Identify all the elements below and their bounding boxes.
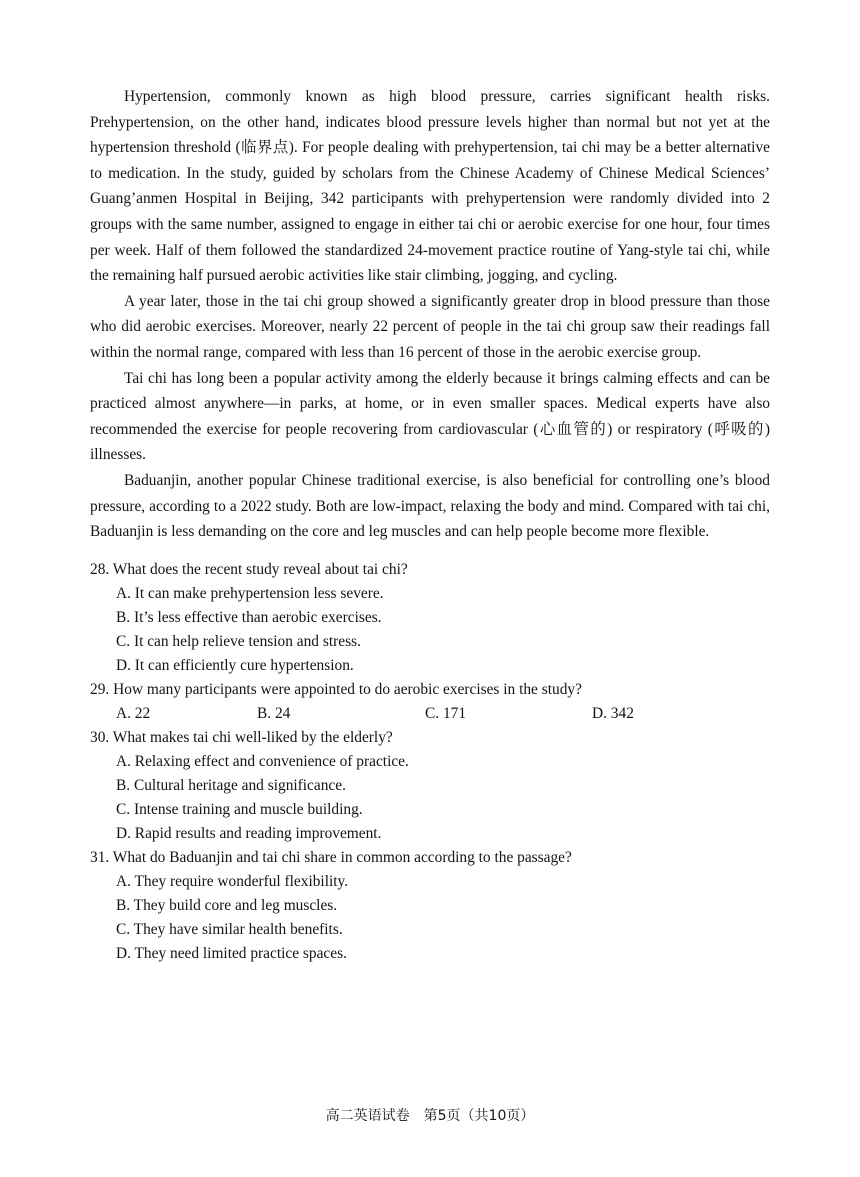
question-list: [90, 558, 770, 966]
question-29: [90, 678, 770, 726]
question-28: [90, 558, 770, 678]
passage-paragraph-4: Baduanjin, another popular Chinese traditional exercise, is also beneficial for controlling one’s blood pressure, according to a 2022 study. Both are low-impact, relaxing the body and mind. Compared with tai chi, Baduanjin is less demanding on the core and leg muscles and can help people become more flexible.: [90, 471, 770, 541]
question-stem: 28. What does the recent study reveal about tai chi?: [90, 560, 408, 578]
question-30: [90, 726, 770, 846]
page-footer: 高二英语试卷 第5页（共10页）: [325, 1108, 535, 1124]
option-c: C. 171: [425, 704, 467, 722]
option-c: C. It can help relieve tension and stress.: [116, 632, 361, 650]
option-b: B. 24: [257, 704, 291, 722]
option-b: B. It’s less effective than aerobic exercises.: [116, 608, 382, 626]
option-row: [116, 702, 770, 726]
option-c: C. Intense training and muscle building.: [116, 800, 363, 818]
option-d: D. Rapid results and reading improvement.: [116, 824, 382, 842]
passage-paragraph-3: Tai chi has long been a popular activity among the elderly because it brings calming effects and can be practiced almost anywhere—in parks, at home, or in even smaller spaces. Medical experts have also recommended the exercise for people recovering from cardiovascular (心血管的) or respiratory (呼吸的) illnesses.: [90, 369, 770, 464]
question-31: [90, 846, 770, 966]
option-d: D. They need limited practice spaces.: [116, 944, 347, 962]
question-stem: 29. How many participants were appointed to do aerobic exercises in the study?: [90, 680, 582, 698]
option-a: A. They require wonderful flexibility.: [116, 872, 349, 890]
option-a: A. It can make prehypertension less severe.: [116, 584, 384, 602]
exam-page: [90, 84, 770, 966]
reading-passage: [90, 84, 770, 545]
passage-paragraph-2: A year later, those in the tai chi group showed a significantly greater drop in blood pressure than those who did aerobic exercises. Moreover, nearly 22 percent of people in the tai chi group saw their readings fall within the normal range, compared with less than 16 percent of those in the aerobic exercise group.: [90, 292, 770, 361]
option-d: D. 342: [592, 704, 634, 722]
option-d: D. It can efficiently cure hypertension.: [116, 656, 354, 674]
question-stem: 31. What do Baduanjin and tai chi share in common according to the passage?: [90, 848, 572, 866]
question-stem: 30. What makes tai chi well-liked by the elderly?: [90, 728, 393, 746]
passage-paragraph-1: Hypertension, commonly known as high blood pressure, carries significant health risks. Prehypertension, on the other hand, indicates blood pressure levels higher than normal but not yet at the hypertension threshold (临界点). For people dealing with prehypertension, tai chi may be a better alternative to medication. In the study, guided by scholars from the Chinese Academy of Chinese Medical Sciences’ Guang’anmen Hospital in Beijing, 342 participants with prehypertension were randomly divided into 2 groups with the same number, assigned to engage in either tai chi or aerobic exercise for one hour, four times per week. Half of them followed the standardized 24-movement practice routine of Yang-style tai chi, while the remaining half pursued aerobic activities like stair climbing, jogging, and cycling.: [90, 88, 770, 285]
option-b: B. They build core and leg muscles.: [116, 896, 338, 914]
option-c: C. They have similar health benefits.: [116, 920, 343, 938]
option-b: B. Cultural heritage and significance.: [116, 776, 346, 794]
option-a: A. 22: [116, 704, 151, 722]
option-a: A. Relaxing effect and convenience of practice.: [116, 752, 409, 770]
